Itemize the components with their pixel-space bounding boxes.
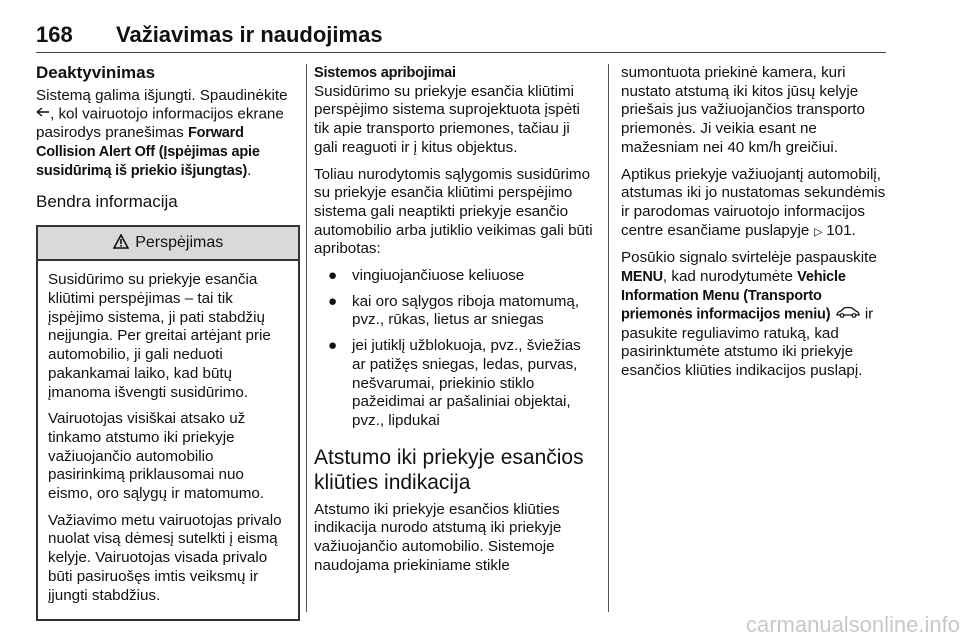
section-heading-deaktyvinimas: Deaktyvinimas bbox=[36, 63, 156, 82]
page-header bbox=[36, 22, 886, 50]
warning-paragraph-1: Susidūrimo su priekyje esančia kliūtimi perspėjimas – tai tik įspėjimo sistema, ji pati stabdžių neįjungia. Per greitai artėjant prie automobilio, ji gali neduoti pakankamai laiko, kad būtų įmanoma išvengti susidūrimo. bbox=[48, 271, 271, 401]
paragraph-camera: sumontuota priekinė kamera, kuri nustato atstumą iki kitos jūsų kelyje priešais jus važiuojančios transporto priemonės. Ji veikia esant ne mažesniam nei 40 km/h greičiui. bbox=[621, 64, 865, 156]
warning-paragraph-3: Važiavimo metu vairuotojas privalo nuolat visą dėmesį sutelkti į eismą kelyje. Vairuotojas visada privalo būti pasiruošęs imtis veiksmų ir įjungti stabdžius. bbox=[48, 511, 282, 604]
warning-paragraph-2: Vairuotojas visiškai atsako už tinkamo atstumo iki priekyje važiuojančio automobilio pasirinkimą priklausomai nuo eismo, oro sąlygų ir matomumo. bbox=[48, 410, 265, 503]
column-divider-2 bbox=[608, 64, 609, 612]
warning-box bbox=[36, 225, 300, 621]
column-3 bbox=[621, 64, 891, 389]
page-number: 168 bbox=[36, 22, 73, 47]
section-heading-distance: Atstumo iki priekyje esančios kliūties indikacija bbox=[314, 445, 584, 494]
list-item: ● kai oro sąlygos riboja matomumą, pvz., rūkas, lietus ar sniegas bbox=[328, 292, 580, 329]
bullet-icon: ● bbox=[328, 292, 338, 310]
warning-header bbox=[38, 227, 298, 261]
alert-off-message: Forward Collision Alert Off (Įspėjimas apie susidūrimą iš priekio išjungtas) bbox=[36, 125, 260, 179]
section-heading-bendra: Bendra informacija bbox=[36, 191, 178, 211]
vehicle-info-menu-label: Vehicle Information Menu (Transporto priemonės informacijos meniu) bbox=[621, 269, 846, 323]
paragraph-distance: Atstumo iki priekyje esančios kliūties indikacija nurodo atstumą iki priekyje važiuojančio automobilio. Sistemoje naudojama priekiniame stikle bbox=[314, 500, 562, 574]
column-1 bbox=[36, 64, 300, 621]
collision-alert-button-icon bbox=[36, 105, 50, 124]
column-2 bbox=[314, 64, 594, 583]
warning-title: Perspėjimas bbox=[135, 234, 224, 252]
watermark: carmanualsonline.info bbox=[745, 612, 960, 637]
list-item: ● vingiuojančiuose keliuose bbox=[328, 267, 525, 285]
page-title: Važiavimas ir naudojimas bbox=[116, 22, 383, 47]
menu-button-label: MENU bbox=[621, 269, 663, 286]
page-reference[interactable]: 101 bbox=[826, 221, 852, 239]
warning-body bbox=[38, 261, 298, 619]
header-divider bbox=[36, 52, 886, 53]
subheading-limitations: Sistemos apribojimai bbox=[314, 65, 456, 81]
car-icon bbox=[835, 305, 861, 324]
paragraph-deaktyvinimas: Sistemą galima išjungti. Spaudinėkite , kol vairuotojo informacijos ekrane pasirodys pranešimas Forward Collision Alert Off (Įspėjimas apie susidūrimą iš priekio išjungtas). bbox=[36, 86, 288, 179]
bullet-icon: ● bbox=[328, 267, 338, 285]
bullet-icon: ● bbox=[328, 337, 338, 355]
paragraph-limitations-2: Toliau nurodytomis sąlygomis susidūrimo su priekyje esančia kliūtimi perspėjimo sistema gali neaptikti priekyje esančio automobilio arba jutiklio veikimas gali būti apribotas: bbox=[314, 165, 593, 258]
list-item: ● jei jutiklį užblokuoja, pvz., šviežias ar patižęs sniegas, ledas, purvas, nešvarumai, priekinio stiklo pažeidimai ar pašaliniai objektai, pvz., lipdukai bbox=[328, 337, 581, 429]
paragraph-limitations-1: Susidūrimo su priekyje esančia kliūtimi perspėjimo sistema suprojektuota įspėti tik apie transporto priemones, tačiau ji gali reaguoti ir į kitus objektus. bbox=[314, 82, 580, 156]
page-reference-arrow-icon: ◁ bbox=[813, 226, 822, 239]
conditions-list bbox=[314, 267, 594, 431]
column-divider-1 bbox=[306, 64, 307, 612]
paragraph-detection: Aptikus priekyje važiuojantį automobilį, atstumas iki jo nustatomas sekundėmis ir parodomas vairuotojo informacijos centre esančiame puslapyje ◁ 101. bbox=[621, 166, 891, 242]
warning-triangle-icon bbox=[113, 234, 133, 251]
paragraph-menu: Posūkio signalo svirtelėje paspauskite MENU, kad nurodytumėte Vehicle Information Menu (Transporto priemonės informacijos meniu) ir pasukite reguliavimo ratuką, kad pasirinktumėte atstumo iki priekyje esančios kliūties indikacijos puslapį. bbox=[621, 249, 877, 379]
